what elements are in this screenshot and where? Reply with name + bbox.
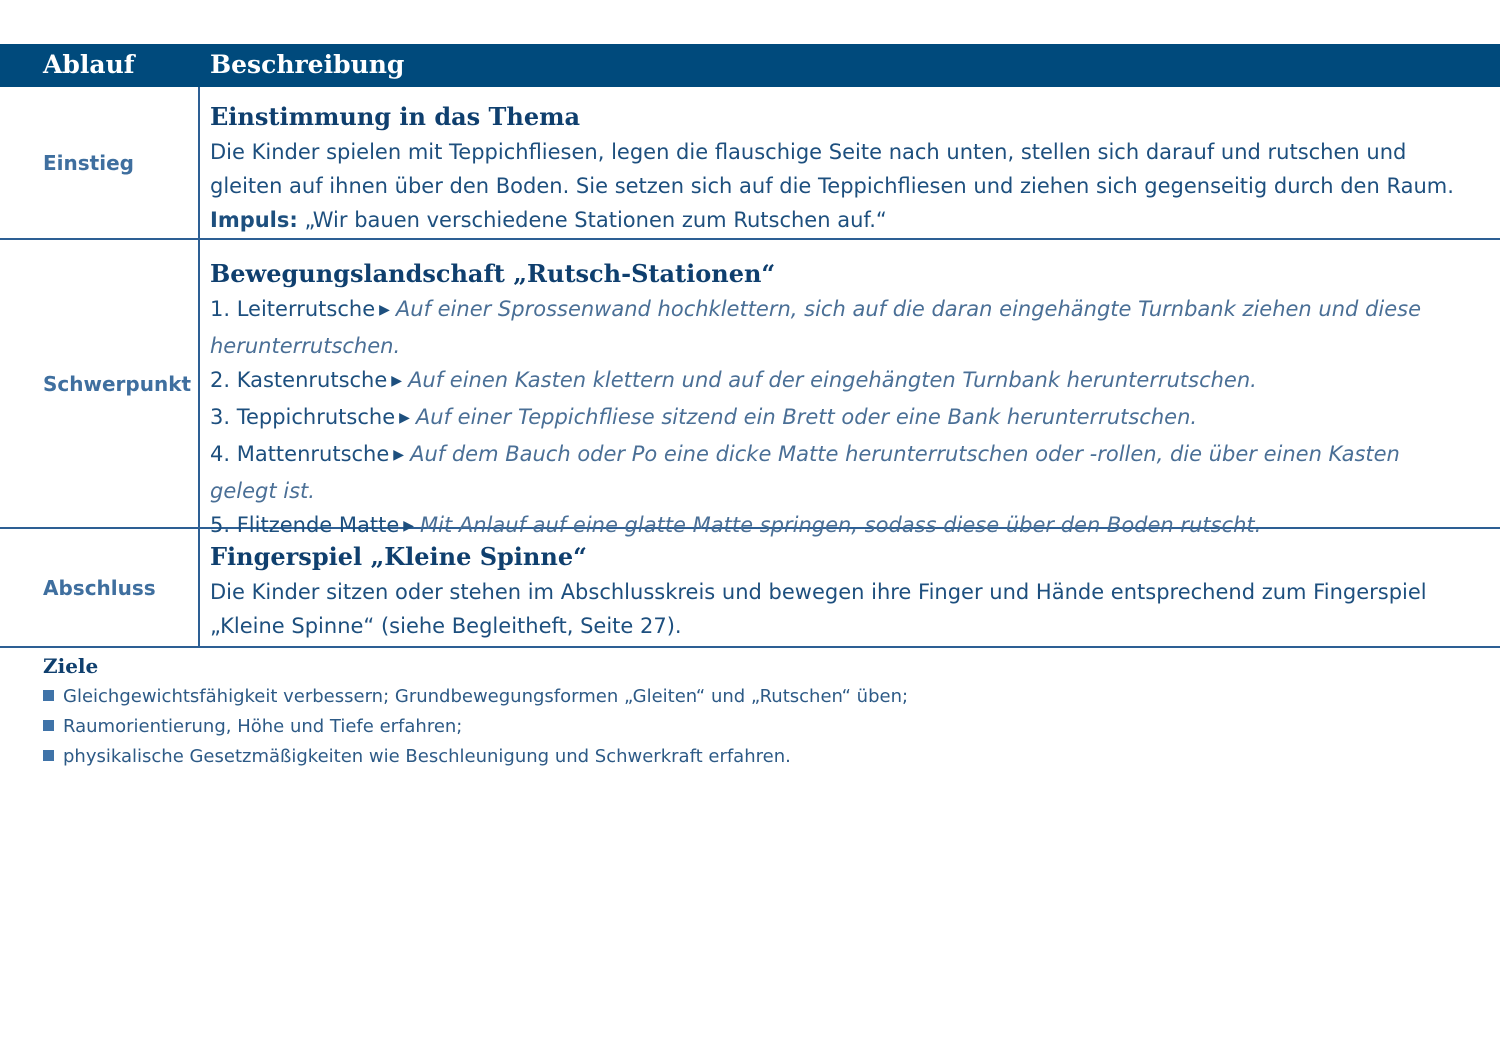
impuls-line: [210, 203, 1460, 237]
square-bullet-icon: [43, 720, 54, 731]
station-name: 5. Flitzende Matte: [210, 513, 400, 537]
triangle-right-icon: ▶: [403, 518, 415, 534]
station-name: 3. Teppichrutsche: [210, 405, 396, 429]
row-label-schwerpunkt: Schwerpunkt: [43, 371, 192, 396]
station-description: Auf einen Kasten klettern und auf der eingehängten Turnbank herunterrutschen.: [408, 368, 1257, 392]
station-item: [210, 437, 1460, 508]
table-header: [0, 44, 1500, 87]
section-title-abschluss: Fingerspiel „Kleine Spinne“: [210, 542, 587, 571]
ziele-section: [43, 654, 908, 772]
ziele-title: Ziele: [43, 654, 99, 678]
section-title-schwerpunkt: Bewegungslandschaft „Rutsch-Stationen“: [210, 259, 776, 288]
station-name: 2. Kastenrutsche: [210, 368, 388, 392]
triangle-right-icon: ▶: [393, 447, 405, 463]
section-title-einstieg: Einstimmung in das Thema: [210, 102, 581, 131]
list-item: [43, 742, 908, 772]
row-abschluss: [0, 529, 1500, 648]
station-description: Auf dem Bauch oder Po eine dicke Matte herunterrutschen oder -rollen, die über einen Kasten gelegt ist.: [210, 442, 1400, 503]
triangle-right-icon: ▶: [399, 410, 410, 426]
ablauf-table: [0, 44, 1500, 648]
row-label-einstieg: Einstieg: [43, 150, 134, 175]
row-einstieg: [0, 87, 1500, 240]
station-item: [210, 292, 1460, 363]
station-description: Auf einer Teppichfliese sitzend ein Brett oder eine Bank herunterrutschen.: [415, 405, 1198, 429]
impuls-text: „Wir bauen verschiedene Stationen zum Rutschen auf.“: [297, 208, 887, 232]
einstieg-text: Die Kinder spielen mit Teppichfliesen, legen die flauschige Seite nach unten, stellen sich darauf und rutschen und gleiten auf ihnen über den Boden. Sie setzen sich auf die Teppichfliesen und ziehen sich gegenseitig durch den Raum.: [210, 140, 1454, 198]
abschluss-text: Die Kinder sitzen oder stehen im Abschlusskreis und bewegen ihre Finger und Hände entsprechend zum Fingerspiel „Kleine Spinne“ (siehe Begleitheft, Seite 27).: [210, 580, 1427, 638]
row-label-cell: [0, 240, 200, 527]
row-content-abschluss: [210, 529, 1500, 648]
station-description: Mit Anlauf auf eine glatte Matte springen, sodass diese über den Boden rutscht.: [420, 513, 1262, 537]
row-label-cell: [0, 529, 200, 646]
row-content-einstieg: [210, 87, 1500, 242]
triangle-right-icon: ▶: [379, 302, 390, 318]
square-bullet-icon: [43, 750, 54, 761]
impuls-label: Impuls:: [210, 208, 298, 232]
square-bullet-icon: [43, 690, 54, 701]
ziel-text: physikalische Gesetzmäßigkeiten wie Beschleunigung und Schwerkraft erfahren.: [63, 746, 791, 767]
ziel-text: Raumorientierung, Höhe und Tiefe erfahren;: [63, 716, 463, 737]
station-description: Auf einer Sprossenwand hochklettern, sich auf die daran eingehängte Turnbank ziehen und diese herunterrutschen.: [210, 297, 1421, 358]
list-item: [43, 712, 908, 742]
header-ablauf: Ablauf: [43, 50, 135, 79]
triangle-right-icon: ▶: [391, 373, 403, 389]
ziele-list: [43, 682, 908, 772]
station-item: [210, 400, 1460, 437]
station-name: 4. Mattenrutsche: [210, 442, 390, 466]
row-content-schwerpunkt: [210, 240, 1500, 550]
station-item: [210, 363, 1460, 400]
list-item: [43, 682, 908, 712]
header-beschreibung: Beschreibung: [210, 50, 405, 79]
row-schwerpunkt: [0, 240, 1500, 537]
ziel-text: Gleichgewichtsfähigkeit verbessern; Grundbewegungsformen „Gleiten“ und „Rutschen“ üben;: [63, 686, 909, 707]
row-label-cell: [0, 87, 200, 238]
row-label-abschluss: Abschluss: [43, 575, 156, 600]
station-name: 1. Leiterrutsche: [210, 297, 376, 321]
